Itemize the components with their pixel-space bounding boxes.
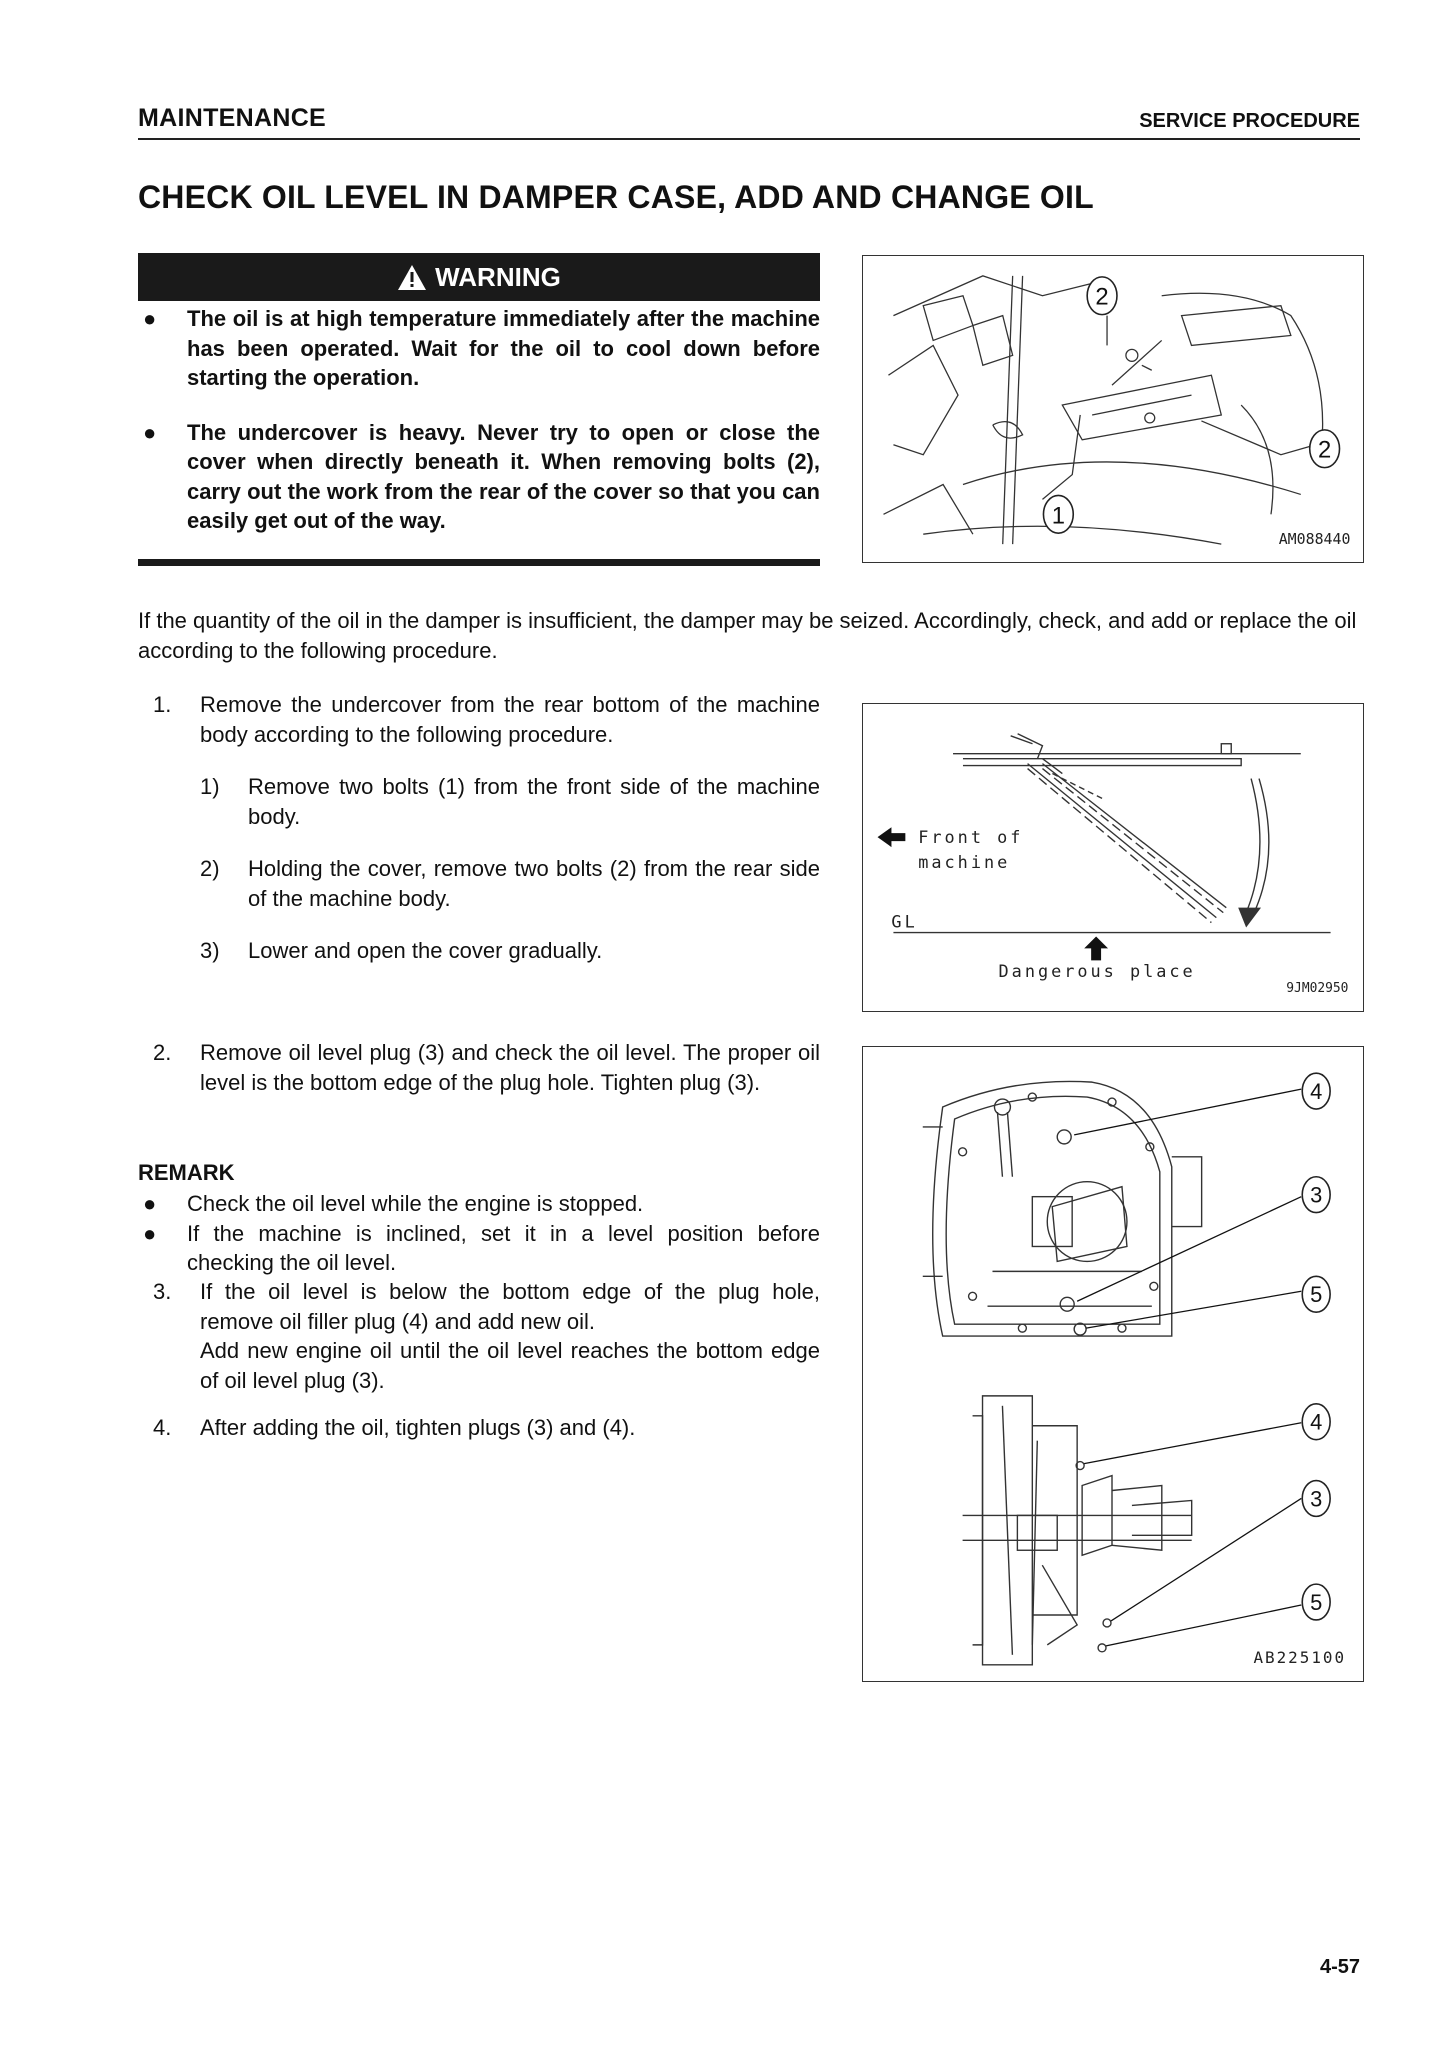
callout-label: 5 [1310,1590,1323,1616]
step-text: Remove the undercover from the rear bottom of the machine body according to the following procedure. [200,692,820,747]
warning-heading-text: WARNING [435,261,561,292]
cover-opening-drawing [863,704,1363,1011]
warning-item-text: The oil is at high temperature immediately after the machine has been operated. Wait for the oil to cool down before starting the operation. [187,306,820,390]
remark-item [138,1219,820,1278]
figure-code: 9JM02950 [1286,981,1349,997]
page-number: 4-57 [1319,1956,1360,1978]
substep-number: 2) [200,856,220,881]
callout-label: 2 [1095,283,1109,311]
step-4 [138,1413,820,1443]
step-text: After adding the oil, tighten plugs (3) and (4). [200,1415,636,1440]
step-text: If the oil level is below the bottom edge of the plug hole, remove oil filler plug (4) and add new oil. [200,1279,820,1334]
figure-undercover-bolts [862,255,1364,563]
step-number: 4. [153,1415,172,1440]
arrow-up-icon [1084,936,1108,960]
step-item [138,690,820,749]
bullet-icon: ● [143,1191,157,1216]
callout-label: 4 [1310,1409,1323,1435]
bullet-icon: ● [143,419,157,445]
step-text: Remove oil level plug (3) and check the oil level. The proper oil level is the bottom edge of the plug hole. Tighten plug (3). [200,1040,820,1095]
substep-text: Lower and open the cover gradually. [248,938,603,963]
callout-label: 3 [1310,1486,1323,1512]
ground-label: GL [891,911,918,932]
step-item [138,1413,820,1443]
bullet-icon: ● [143,1220,157,1246]
step-text-continued: Add new engine oil until the oil level reaches the bottom edge of oil level plug (3). [200,1338,820,1393]
damper-plugs-drawing [863,1047,1363,1681]
substep-item [200,936,820,966]
callout-label: 4 [1310,1079,1323,1105]
remark-text: If the machine is inclined, set it in a level position before checking the oil level. [187,1220,820,1275]
warning-heading [138,253,820,301]
substep-item [200,854,820,913]
front-label-line1: Front of [918,827,1024,848]
warning-body [138,304,820,561]
remark-list [138,1189,820,1278]
remark-item [138,1189,820,1219]
undercover-drawing [863,256,1363,562]
step-3 [138,1277,820,1395]
callout-label: 3 [1310,1182,1323,1208]
remark-heading: REMARK [138,1160,235,1185]
callout-label: 1 [1051,502,1065,530]
warning-triangle-icon [397,264,427,291]
arrow-left-icon [878,827,906,847]
substep-number: 1) [200,774,220,799]
warning-bottom-rule [138,559,820,566]
step-number: 1. [153,692,172,717]
figure-code: AB225100 [1253,1647,1347,1667]
header-rule [138,138,1360,140]
step-item [138,1277,820,1395]
step-1 [138,690,820,966]
section-header: MAINTENANCE [138,104,327,132]
step-text-group [200,1277,820,1395]
step-2 [138,1038,820,1097]
substep-number: 3) [200,938,220,963]
intro-paragraph: If the quantity of the oil in the damper is insufficient, the damper may be seized. Accordingly, check, and add or replace the oil according to the following procedure. [138,608,1357,663]
chapter-header: SERVICE PROCEDURE [1139,110,1360,132]
figure-code: AM088440 [1278,530,1351,549]
warning-item [138,304,820,393]
substep-text: Holding the cover, remove two bolts (2) from the rear side of the machine body. [248,856,820,911]
callout-label: 5 [1310,1282,1323,1308]
substep-text: Remove two bolts (1) from the front side of the machine body. [248,774,820,829]
callout-label: 2 [1317,436,1332,464]
remark-text: Check the oil level while the engine is stopped. [187,1191,644,1216]
warning-item [138,418,820,536]
step-item [138,1038,820,1097]
warning-item-text: The undercover is heavy. Never try to open or close the cover when directly beneath it. When removing bolts (2), carry out the work from the rear of the cover so that you can easily get out of the way. [187,419,820,533]
danger-label: Dangerous place [998,961,1196,982]
figure-damper-plugs [862,1046,1364,1682]
substep-item [200,772,820,831]
bullet-icon: ● [143,306,157,331]
front-label-line2: machine [918,851,1011,872]
page-title: CHECK OIL LEVEL IN DAMPER CASE, ADD AND CHANGE OIL [138,179,1094,215]
step-number: 3. [153,1279,172,1304]
figure-cover-opening [862,703,1364,1012]
step-number: 2. [153,1040,172,1065]
